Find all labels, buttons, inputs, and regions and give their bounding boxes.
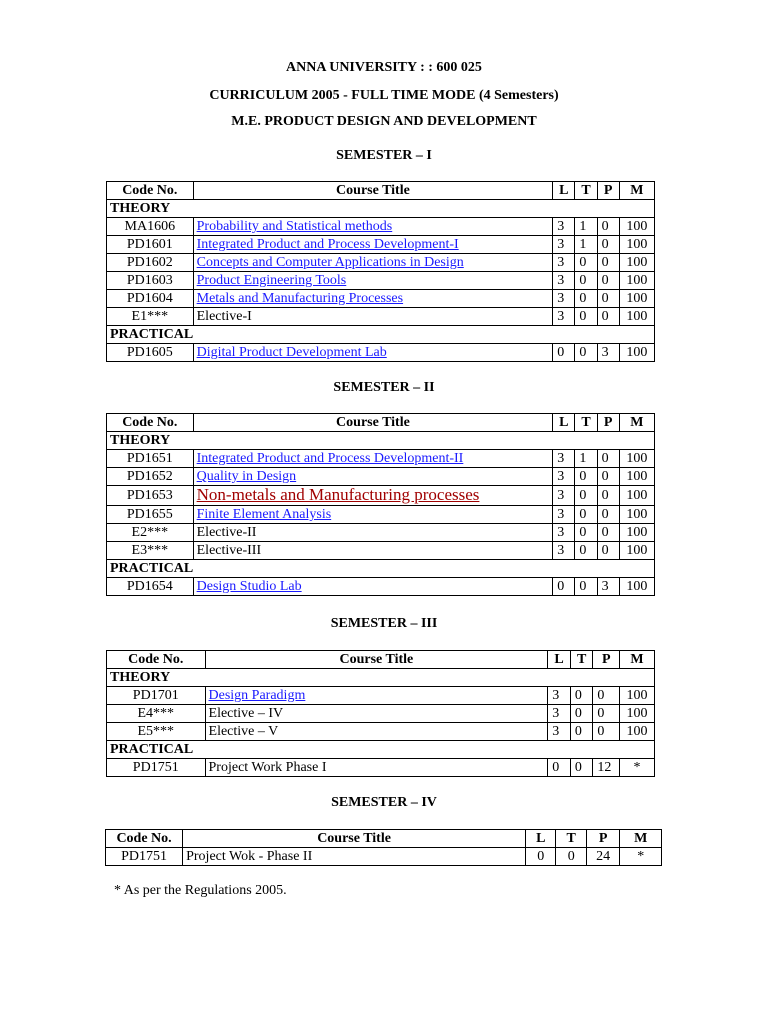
course-title-cell [193,308,553,326]
course-code: PD1651 [107,450,194,468]
course-title: Elective-III [196,543,262,558]
table-row [107,524,655,542]
l-value: 3 [548,705,571,723]
course-link[interactable]: Digital Product Development Lab [196,345,387,360]
course-code: PD1751 [107,759,206,777]
table-row [107,542,655,560]
university-title: ANNA UNIVERSITY : : 600 025 [286,60,482,75]
title-header: Course Title [205,651,548,669]
p-header: P [597,182,619,200]
table-row [107,308,655,326]
semester-2-table [106,413,655,596]
course-code: E1*** [107,308,194,326]
theory-section-label: THEORY [107,432,655,450]
course-title-cell [193,254,553,272]
course-title-cell [205,687,548,705]
course-title-cell [183,848,526,866]
l-header: L [553,414,575,432]
p-value: 3 [597,344,619,362]
l-value: 3 [548,723,571,741]
semester-3-heading: SEMESTER – III [330,616,438,631]
table-row [107,468,655,486]
course-title-cell [193,468,553,486]
m-value: 100 [620,723,655,741]
table-row [107,254,655,272]
l-value: 3 [553,506,575,524]
course-code: PD1751 [106,848,183,866]
l-value: 3 [553,272,575,290]
m-value: 100 [619,468,654,486]
code-header: Code No. [107,651,206,669]
code-header: Code No. [107,182,194,200]
course-link[interactable]: Metals and Manufacturing Processes [196,291,404,306]
course-code: E3*** [107,542,194,560]
header-row [107,414,655,432]
l-value: 3 [553,450,575,468]
l-value: 3 [553,486,575,506]
l-value: 0 [526,848,556,866]
t-value: 0 [575,506,597,524]
semester-4-table [105,829,662,866]
table-row [107,578,655,596]
course-code: MA1606 [107,218,194,236]
practical-section-label: PRACTICAL [107,326,655,344]
m-value: 100 [619,218,654,236]
p-header: P [597,414,619,432]
l-value: 3 [548,687,571,705]
course-link[interactable]: Design Studio Lab [196,579,302,594]
table-row [107,687,655,705]
p-value: 0 [597,486,619,506]
section-row [107,326,655,344]
header-row [107,651,655,669]
p-value: 0 [597,468,619,486]
course-link[interactable]: Integrated Product and Process Development-II [196,451,464,466]
course-title: Elective-II [196,525,257,540]
table-row [107,344,655,362]
course-link[interactable]: Probability and Statistical methods [196,219,393,234]
t-value: 1 [575,450,597,468]
p-value: 12 [593,759,620,777]
course-code: PD1601 [107,236,194,254]
semester-3-table [106,650,655,777]
code-header: Code No. [107,414,194,432]
course-link[interactable]: Design Paradigm [208,688,306,703]
course-code: E4*** [107,705,206,723]
t-value: 1 [575,218,597,236]
section-row [107,200,655,218]
course-title-cell [193,272,553,290]
table-row [107,218,655,236]
p-value: 0 [593,687,620,705]
course-code: PD1701 [107,687,206,705]
m-value: 100 [619,254,654,272]
t-value: 0 [575,542,597,560]
l-header: L [526,830,556,848]
table-row [107,723,655,741]
p-value: 0 [597,450,619,468]
l-value: 3 [553,468,575,486]
course-title: Elective – IV [208,706,284,721]
t-value: 1 [575,236,597,254]
course-title-cell [205,705,548,723]
m-value: 100 [619,506,654,524]
m-value: 100 [619,524,654,542]
theory-section-label: THEORY [107,669,655,687]
t-value: 0 [575,272,597,290]
table-row [107,236,655,254]
m-value: * [620,848,662,866]
t-value: 0 [575,344,597,362]
section-row [107,432,655,450]
p-value: 0 [597,524,619,542]
course-title-cell [193,542,553,560]
course-title-cell [193,578,553,596]
l-value: 3 [553,308,575,326]
header-row [106,830,662,848]
header-row [107,182,655,200]
m-value: 100 [620,687,655,705]
course-code: E2*** [107,524,194,542]
p-value: 24 [586,848,619,866]
m-value: 100 [619,272,654,290]
t-header: T [575,414,597,432]
p-value: 0 [597,308,619,326]
table-row [107,705,655,723]
l-value: 3 [553,524,575,542]
m-header: M [619,414,654,432]
m-value: 100 [619,290,654,308]
t-value: 0 [570,687,593,705]
m-header: M [620,830,662,848]
m-value: 100 [620,705,655,723]
course-title-cell [193,486,553,506]
m-value: 100 [619,486,654,506]
m-value: 100 [619,450,654,468]
m-value: 100 [619,308,654,326]
l-value: 3 [553,236,575,254]
table-row [107,506,655,524]
t-value: 0 [570,759,593,777]
l-value: 3 [553,218,575,236]
course-title-cell [205,723,548,741]
practical-section-label: PRACTICAL [107,560,655,578]
title-header: Course Title [183,830,526,848]
course-link[interactable]: Concepts and Computer Applications in Design [196,255,464,270]
t-header: T [570,651,593,669]
table-row [106,848,662,866]
theory-section-label: THEORY [107,200,655,218]
p-value: 0 [593,723,620,741]
course-link[interactable]: Finite Element Analysis [196,507,332,522]
t-value: 0 [575,290,597,308]
course-title: Elective-I [196,309,252,324]
course-title: Project Work Phase I [208,760,327,775]
p-value: 3 [597,578,619,596]
table-row [107,486,655,506]
m-header: M [619,182,654,200]
curriculum-title: CURRICULUM 2005 - FULL TIME MODE (4 Semesters) [209,88,559,103]
course-title-cell [193,450,553,468]
course-link[interactable]: Non-metals and Manufacturing processes [196,485,480,504]
course-code: E5*** [107,723,206,741]
section-row [107,669,655,687]
table-row [107,759,655,777]
m-header: M [620,651,655,669]
t-value: 0 [575,468,597,486]
m-value: 100 [619,236,654,254]
t-value: 0 [575,578,597,596]
course-link[interactable]: Quality in Design [196,469,297,484]
l-value: 3 [553,542,575,560]
p-value: 0 [597,236,619,254]
course-code: PD1654 [107,578,194,596]
programme-title: M.E. PRODUCT DESIGN AND DEVELOPMENT [231,114,537,129]
p-header: P [593,651,620,669]
p-value: 0 [597,542,619,560]
title-header: Course Title [193,414,553,432]
t-value: 0 [556,848,586,866]
l-value: 3 [553,290,575,308]
l-header: L [548,651,571,669]
code-header: Code No. [106,830,183,848]
course-title: Project Wok - Phase II [186,849,313,864]
course-code: PD1605 [107,344,194,362]
p-value: 0 [593,705,620,723]
semester-1-heading: SEMESTER – I [336,148,432,163]
course-title-cell [193,290,553,308]
m-value: 100 [619,578,654,596]
course-code: PD1603 [107,272,194,290]
course-title: Elective – V [208,724,279,739]
table-row [107,272,655,290]
course-title-cell [193,218,553,236]
l-value: 0 [553,344,575,362]
m-value: 100 [619,542,654,560]
p-value: 0 [597,506,619,524]
m-value: * [620,759,655,777]
practical-section-label: PRACTICAL [107,741,655,759]
course-title-cell [193,236,553,254]
l-value: 0 [553,578,575,596]
course-code: PD1655 [107,506,194,524]
semester-2-heading: SEMESTER – II [333,380,435,395]
t-value: 0 [570,705,593,723]
semester-1-table [106,181,655,362]
p-header: P [586,830,619,848]
course-link[interactable]: Integrated Product and Process Development-I [196,237,459,252]
table-row [107,290,655,308]
course-code: PD1652 [107,468,194,486]
t-value: 0 [575,308,597,326]
table-row [107,450,655,468]
l-header: L [553,182,575,200]
l-value: 0 [548,759,571,777]
t-header: T [556,830,586,848]
course-title-cell [193,506,553,524]
course-title-cell [193,344,553,362]
course-link[interactable]: Product Engineering Tools [196,273,347,288]
title-header: Course Title [193,182,553,200]
p-value: 0 [597,254,619,272]
p-value: 0 [597,272,619,290]
footnote: * As per the Regulations 2005. [114,883,287,898]
semester-4-heading: SEMESTER – IV [331,795,437,810]
course-title-cell [205,759,548,777]
t-value: 0 [575,524,597,542]
m-value: 100 [619,344,654,362]
section-row [107,741,655,759]
course-code: PD1604 [107,290,194,308]
t-header: T [575,182,597,200]
t-value: 0 [575,486,597,506]
course-title-cell [193,524,553,542]
l-value: 3 [553,254,575,272]
p-value: 0 [597,290,619,308]
t-value: 0 [570,723,593,741]
section-row [107,560,655,578]
t-value: 0 [575,254,597,272]
course-code: PD1653 [107,486,194,506]
course-code: PD1602 [107,254,194,272]
p-value: 0 [597,218,619,236]
